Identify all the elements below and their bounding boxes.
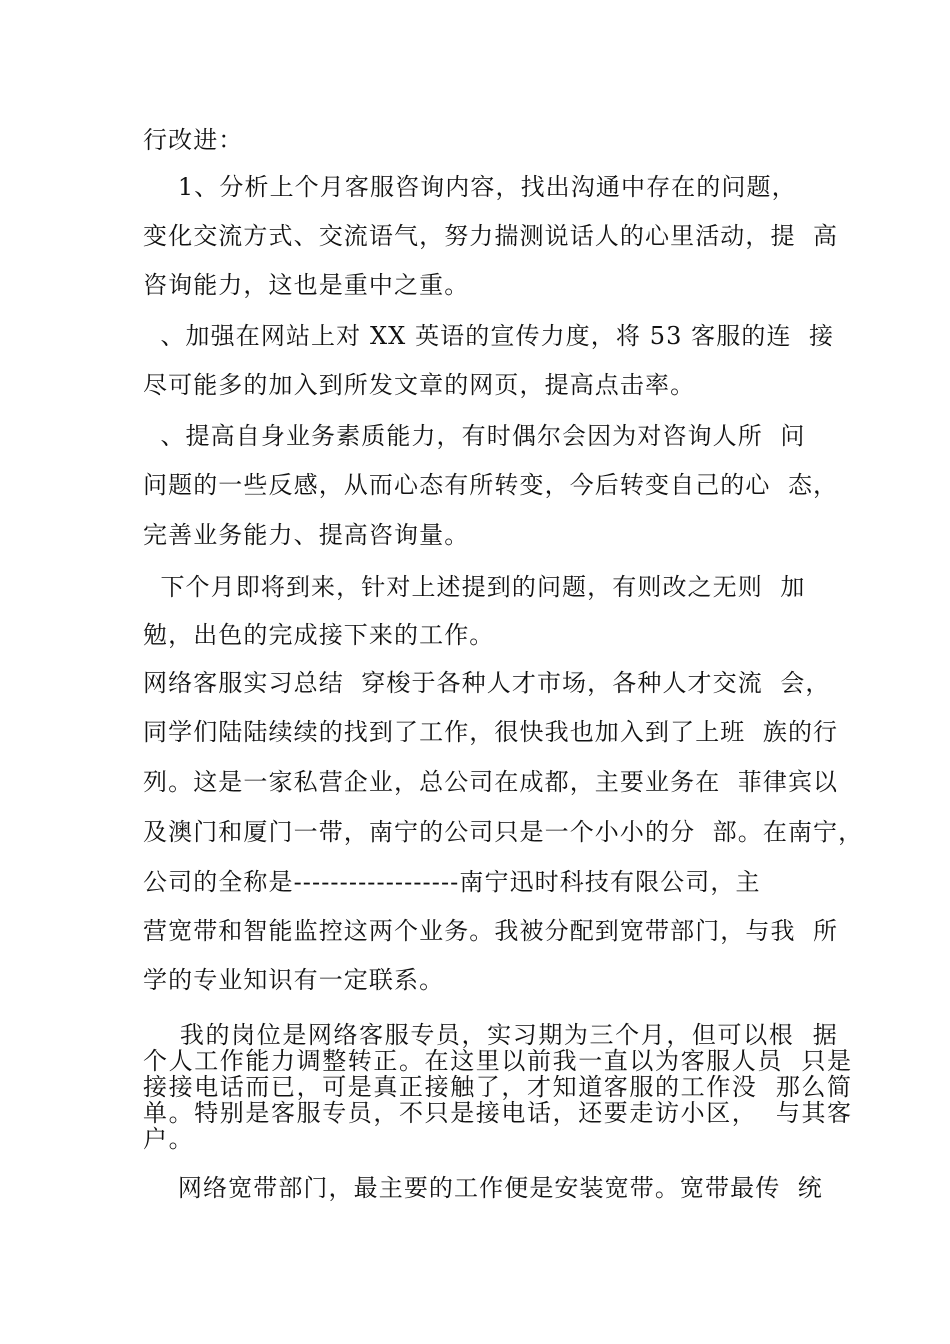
- text-line: 、加强在网站上对 XX 英语的宣传力度，将 53 客服的连 接: [143, 322, 835, 350]
- text-line: 下个月即将到来，针对上述提到的问题，有则改之无则 加: [143, 573, 806, 601]
- text-line: 学的专业知识有一定联系。: [143, 966, 445, 994]
- text-line: 变化交流方式、交流语气，努力揣测说话人的心里活动，提 高: [143, 222, 839, 250]
- text-line: 户。: [143, 1125, 195, 1153]
- text-line: 、提高自身业务素质能力，有时偶尔会因为对咨询人所 问: [143, 422, 806, 450]
- text-line: 接接电话而已，可是真正接触了，才知道客服的工作没 那么简: [143, 1073, 853, 1101]
- text-line: 营宽带和智能监控这两个业务。我被分配到宽带部门，与我 所: [143, 917, 839, 945]
- text-line: 我的岗位是网络客服专员，实习期为三个月，但可以根 据: [143, 1021, 839, 1049]
- text-line: 咨询能力，这也是重中之重。: [143, 271, 470, 299]
- text-line: 尽可能多的加入到所发文章的网页，提高点击率。: [143, 371, 696, 399]
- text-line: 完善业务能力、提高咨询量。: [143, 521, 470, 549]
- text-line: 公司的全称是------------------南宁迅时科技有限公司，主: [143, 868, 761, 896]
- text-line: 列。这是一家私营企业，总公司在成都，主要业务在 菲律宾以: [143, 768, 839, 796]
- text-line: 行改进：: [143, 126, 244, 154]
- text-line: 网络客服实习总结 穿梭于各种人才市场，各种人才交流 会，: [143, 669, 831, 697]
- text-line: 个人工作能力调整转正。在这里以前我一直以为客服人员 只是: [143, 1047, 853, 1075]
- text-line: 同学们陆陆续续的找到了工作，很快我也加入到了上班 族的行: [143, 718, 839, 746]
- text-line: 及澳门和厦门一带，南宁的公司只是一个小小的分 部。在南宁，: [143, 818, 864, 846]
- text-line: 勉，出色的完成接下来的工作。: [143, 621, 495, 649]
- text-line: 单。特别是客服专员，不只是接电话，还要走访小区， 与其客: [143, 1099, 853, 1127]
- text-line: 问题的一些反感，从而心态有所转变，今后转变自己的心 态，: [143, 471, 839, 499]
- text-line: 网络宽带部门，最主要的工作便是安装宽带。宽带最传 统: [143, 1174, 823, 1202]
- text-line: 1、分析上个月客服咨询内容，找出沟通中存在的问题，: [143, 173, 797, 201]
